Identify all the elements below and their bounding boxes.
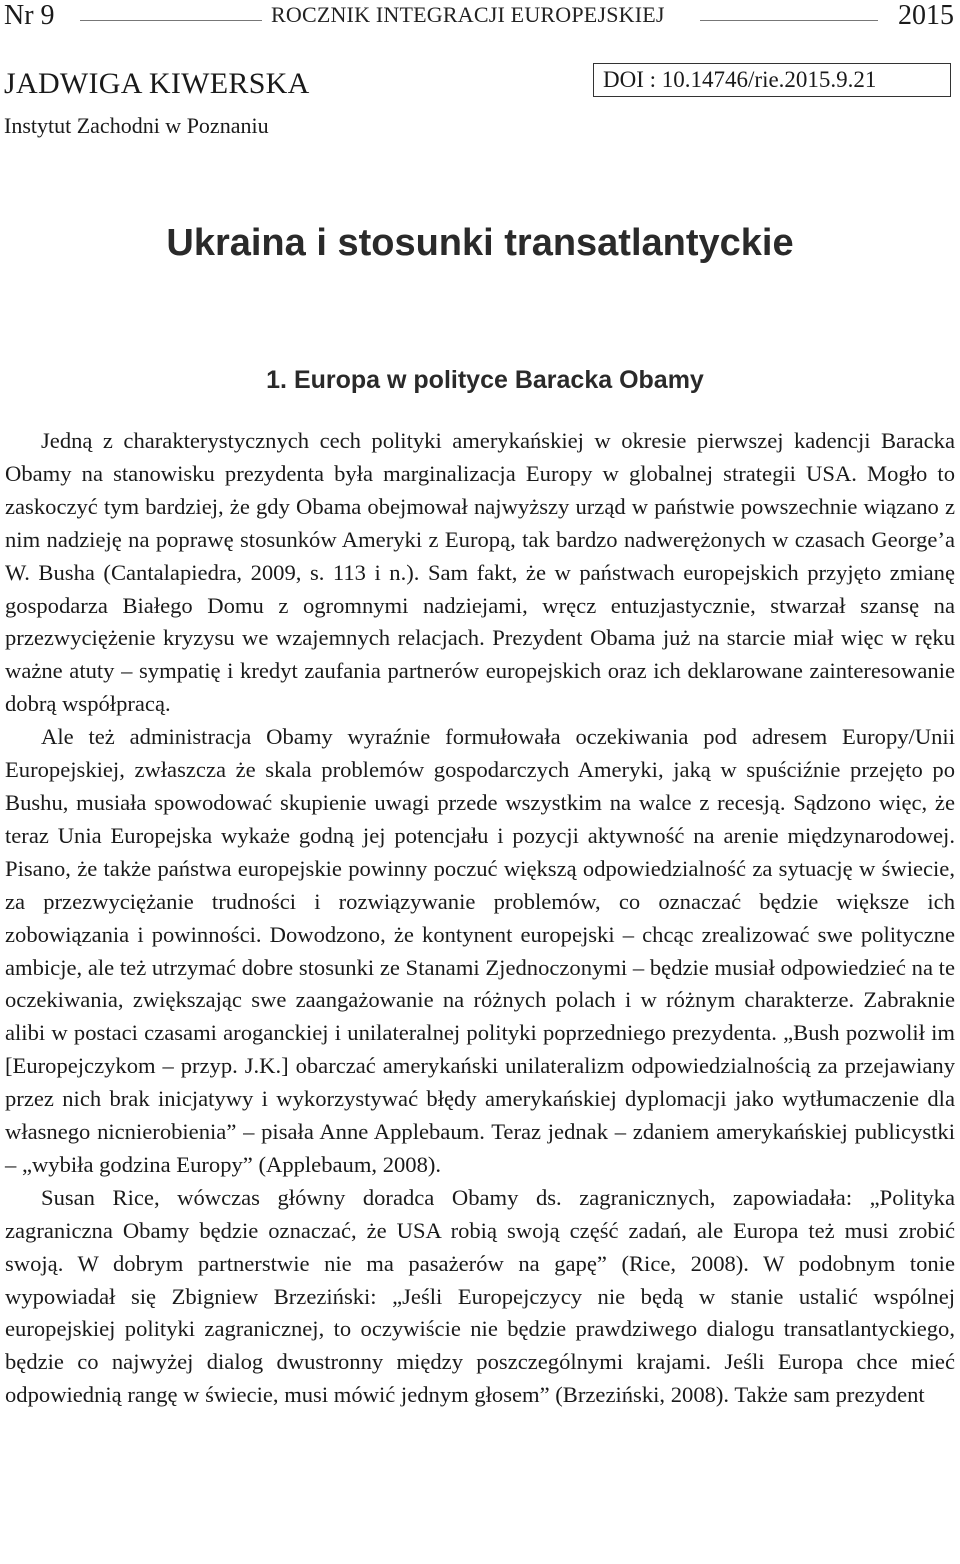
paragraph: Ale też administracja Obamy wyraźnie formułowała oczekiwania pod adresem Europy/Unii Europejskiej, zwłaszcza że skala problemów gospodarczych Ameryki, jaką w spuściźnie przejęto po Bushu, musiała spowodować skupienie uwagi przede wszystkim na walce z recesją. Sądzono więc, że teraz Unia Europejska wykaże godną jej potencjału i pozycji aktywność na arenie międzynarodowej. Pisano, że także państwa europejskie powinny poczuć większą odpowiedzialność za sytuację w świecie, za przezwyciężanie trudności i rozwiązywanie problemów, co oznaczać będzie większe ich zobowiązania i powinności. Dowodzono, że kontynent europejski – chcąc zrealizować swe polityczne ambicje, ale też utrzymać dobre stosunki ze Stanami Zjednoczonymi – będzie musiał odpowiedzieć na te oczekiwania, zwiększając swe zaangażowanie na różnych polach i w różnym charakterze. Zabraknie alibi w postaci czasami aroganckiej i unilateralnej polityki poprzedniego prezydenta. „Bush pozwolił im [Europejczykom – przyp. J.K.] obarczać amerykański unilateralizm odpowiedzialnością za przejawiany przez nich brak inicjatywy i wykorzystywać błędy amerykańskiej dyplomacji jako wytłumaczenie dla własnego nicnierobienia” – pisała Anne Applebaum. Teraz jednak – zdaniem amerykańskiej publicystki – „wybiła godzina Europy” (Applebaum, 2008). xyxy=(5,724,955,1177)
issue-number: Nr 9 xyxy=(4,0,55,31)
author-affiliation: Instytut Zachodni w Poznaniu xyxy=(4,113,269,138)
issue-year: 2015 xyxy=(898,0,954,31)
article-title: Ukraina i stosunki transatlantyckie xyxy=(166,222,794,264)
header-rule-right xyxy=(700,20,878,21)
journal-name: ROCZNIK INTEGRACJI EUROPEJSKIEJ xyxy=(271,2,665,27)
article-body xyxy=(5,425,955,1412)
doi-box: DOI : 10.14746/rie.2015.9.21 xyxy=(593,63,951,97)
running-header xyxy=(0,0,960,40)
header-rule-left xyxy=(80,20,262,21)
author-name: JADWIGA KIWERSKA xyxy=(4,67,310,100)
section-heading: 1. Europa w polityce Baracka Obamy xyxy=(266,366,704,394)
paragraph: Susan Rice, wówczas główny doradca Obamy ds. zagranicznych, zapowiadała: „Polityka zagraniczna Obamy będzie oznaczać, że USA robią swoją część zadań, ale Europa też musi zrobić swoją. W dobrym partnerstwie nie ma pasażerów na gapę” (Rice, 2008). W podobnym tonie wypowiadał się Zbigniew Brzeziński: „Jeśli Europejczycy nie będą w stanie ustalić wspólnej europejskiej polityki zagranicznej, to oczywiście nie będzie prawdziwego dialogu transatlantyckiego, będzie co najwyżej dialog dwustronny między poszczególnymi krajami. Jeśli Europa chce mieć odpowiednią rangę w świecie, musi mówić jednym głosem” (Brzeziński, 2008). Także sam prezydent xyxy=(5,1184,955,1408)
paragraph: Jedną z charakterystycznych cech polityki amerykańskiej w okresie pierwszej kadencji Baracka Obamy na stanowisku prezydenta była marginalizacja Europy w globalnej strategii USA. Mogło to zaskoczyć tym bardziej, że gdy Obama obejmował najwyższy urząd w państwie powszechnie wiązano z nim nadzieję na poprawę stosunków Ameryki z Europą, tak bardzo nadwerężonych w czasach George’a W. Busha (Cantalapiedra, 2009, s. 113 i n.). Sam fakt, że w państwach europejskich przyjęto zmianę gospodarza Białego Domu z ogromnymi nadziejami, wręcz entuzjastycznie, stwarzał szansę na przezwyciężenie kryzysu we wzajemnych relacjach. Prezydent Obama już na starcie miał więc w ręku ważne atuty – sympatię i kredyt zaufania partnerów europejskich oraz ich deklarowane zainteresowanie dobrą współpracą. xyxy=(5,428,955,717)
